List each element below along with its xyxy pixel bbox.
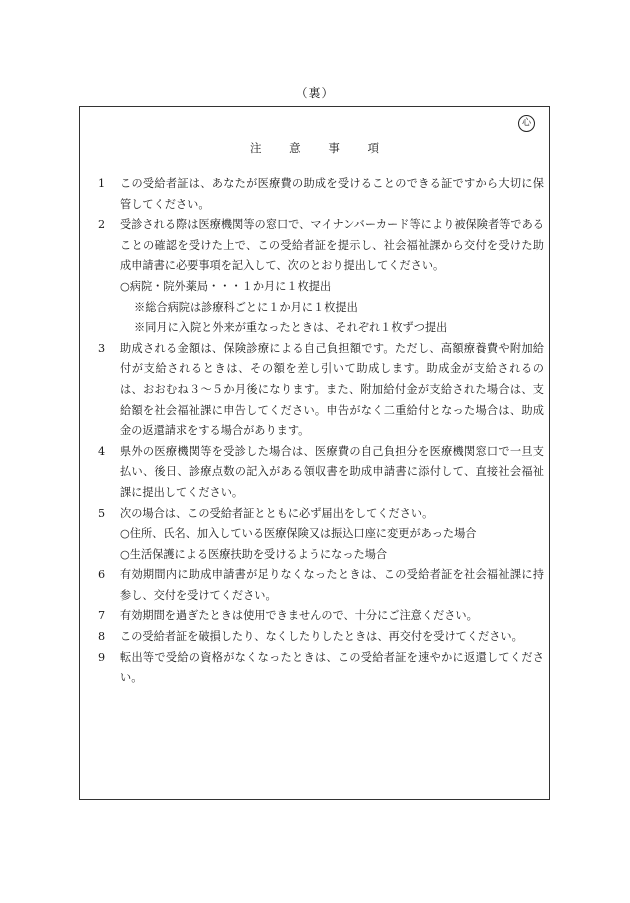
page-side-label: （裏）: [295, 86, 335, 100]
notice-item-5: [98, 504, 544, 525]
sub-note: ※同月に入院と外来が重なったときは、それぞれ１枚ずつ提出: [134, 321, 448, 335]
notice-items: [98, 174, 544, 689]
notice-item-8: [98, 627, 544, 648]
notice-item-4: [98, 442, 544, 504]
item-text: この受給者証を破損したり、なくしたりしたときは、再交付を受けてください。: [120, 630, 523, 644]
item-number: 5: [98, 506, 106, 520]
item-number: 4: [98, 444, 106, 458]
item-number: 3: [98, 341, 106, 355]
item-number: 9: [98, 650, 106, 664]
circled-mark-icon: 心: [518, 115, 535, 132]
item-number: 6: [98, 568, 106, 582]
notice-title: 注 意 事 項: [250, 141, 391, 155]
item-text: 県外の医療機関等を受診した場合は、医療費の自己負担分を医療機関窓口で一旦支払い、後日、診療点数の記入がある領収書を助成申請書に添付して、直接社会福祉課に提出してください。: [120, 444, 544, 499]
sub-item: ○住所、氏名、加入している医療保険又は振込口座に変更があった場合: [120, 527, 477, 541]
item-text: 助成される金額は、保険診療による自己負担額です。ただし、高額療養費や附加給付が支給されるときは、その額を差し引いて助成します。助成金が支給されるのは、おおむね３～５か月後になります。また、附加給付金が支給された場合は、支給額を社会福祉課に申告してください。申告がなく二重給付となった場合は、助成金の返還請求をする場合があります。: [120, 341, 544, 438]
notice-item-2: [98, 215, 544, 277]
item-text: 有効期間内に助成申請書が足りなくなったときは、この受給者証を社会福祉課に持参し、交付を受けてください。: [120, 568, 544, 602]
item-text: 有効期間を過ぎたときは使用できませんので、十分にご注意ください。: [120, 609, 478, 623]
item-number: 1: [98, 177, 106, 190]
notice-item-3: [98, 339, 544, 442]
sub-item: ○生活保護による医療扶助を受けるようになった場合: [120, 547, 388, 561]
item-text: 転出等で受給の資格がなくなったときは、この受給者証を速やかに返還してください。: [120, 650, 544, 685]
notice-item-7: [98, 606, 544, 627]
item-number: 2: [98, 218, 106, 232]
item-text: 受診される際は医療機関等の窓口で、マイナンバーカード等により被保険者等であることの確認を受けた上で、この受給者証を提示し、社会福祉課から交付を受けた助成申請書に必要事項を記入して、次のとおり提出してください。: [120, 218, 544, 273]
notice-item-6: [98, 565, 544, 606]
item-text: この受給者証は、あなたが医療費の助成を受けることのできる証ですから大切に保管してください。: [120, 177, 544, 211]
notice-item-1: [98, 174, 544, 215]
sub-item: ○病院・院外薬局・・・１か月に１枚提出: [120, 279, 332, 293]
item-number: 8: [98, 630, 106, 644]
item-number: 7: [98, 609, 106, 623]
item-text: 次の場合は、この受給者証とともに必ず届出をしてください。: [120, 506, 434, 520]
sub-note: ※総合病院は診療科ごとに１か月に１枚提出: [134, 300, 358, 314]
notice-box: [79, 106, 550, 800]
notice-item-9: [98, 648, 544, 689]
